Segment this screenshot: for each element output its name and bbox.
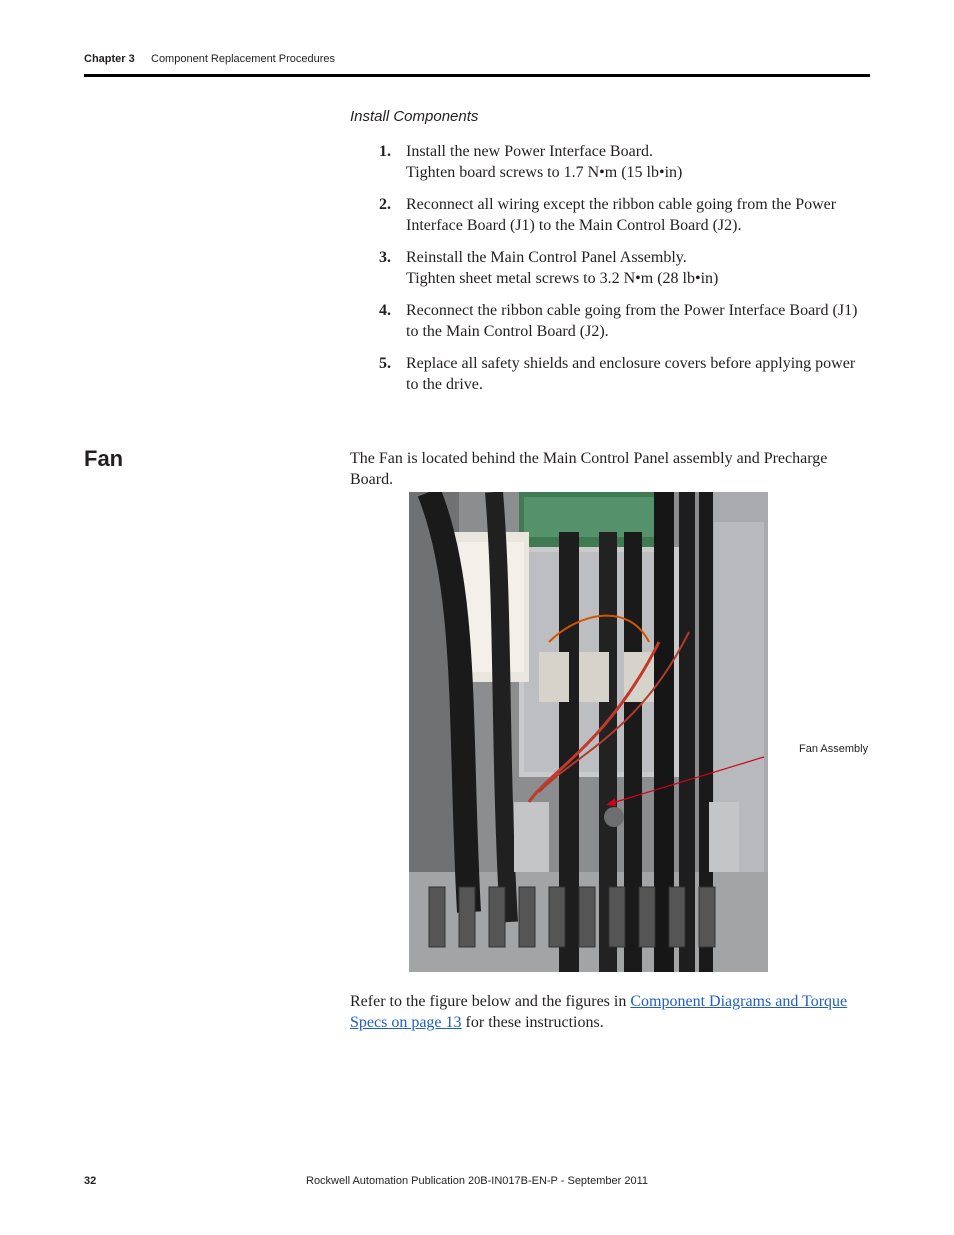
reference-paragraph [350, 991, 865, 1033]
step-text: Replace all safety shields and enclosure covers before applying power to the drive. [406, 355, 856, 393]
running-header [84, 53, 336, 65]
list-item [350, 194, 865, 236]
list-item [350, 300, 865, 342]
section-intro: The Fan is located behind the Main Control Panel assembly and Precharge Board. [350, 450, 828, 488]
list-item [350, 353, 865, 395]
reference-text-end: for these instructions. [461, 1014, 604, 1031]
section-title: Fan [84, 446, 124, 471]
publication-footer: Rockwell Automation Publication 20B-IN017B-EN-P - September 2011 [306, 1175, 648, 1187]
step-detail: Tighten sheet metal screws to 3.2 N•m (28 lb•in) [406, 270, 719, 287]
step-text: Reinstall the Main Control Panel Assembly. [406, 249, 687, 266]
step-number: 1. [379, 143, 391, 160]
install-steps-list [350, 141, 865, 406]
fan-assembly-photo [409, 492, 768, 972]
list-item [350, 247, 865, 289]
step-text: Reconnect the ribbon cable going from the Power Interface Board (J1) to the Main Control Board (J2). [406, 302, 858, 340]
chapter-label: Chapter 3 [84, 53, 135, 65]
fan-assembly-callout: Fan Assembly [799, 743, 869, 755]
list-item [350, 141, 865, 183]
step-detail: Tighten board screws to 1.7 N•m (15 lb•in) [406, 164, 683, 181]
subheading: Install Components [350, 108, 479, 125]
step-number: 5. [379, 355, 391, 372]
step-text: Install the new Power Interface Board. [406, 143, 654, 160]
step-text: Reconnect all wiring except the ribbon cable going from the Power Interface Board (J1) to the Main Control Board (J2). [406, 196, 837, 234]
component-diagrams-link[interactable]: Component Diagrams and Torque Specs on page 13 [350, 993, 848, 1031]
step-number: 4. [379, 302, 391, 319]
reference-text: Refer to the figure below and the figures in [350, 993, 631, 1010]
step-number: 2. [379, 196, 391, 213]
chapter-section-title: Component Replacement Procedures [151, 53, 336, 65]
step-number: 3. [379, 249, 391, 266]
page-number: 32 [84, 1175, 97, 1187]
header-rule [84, 74, 870, 77]
